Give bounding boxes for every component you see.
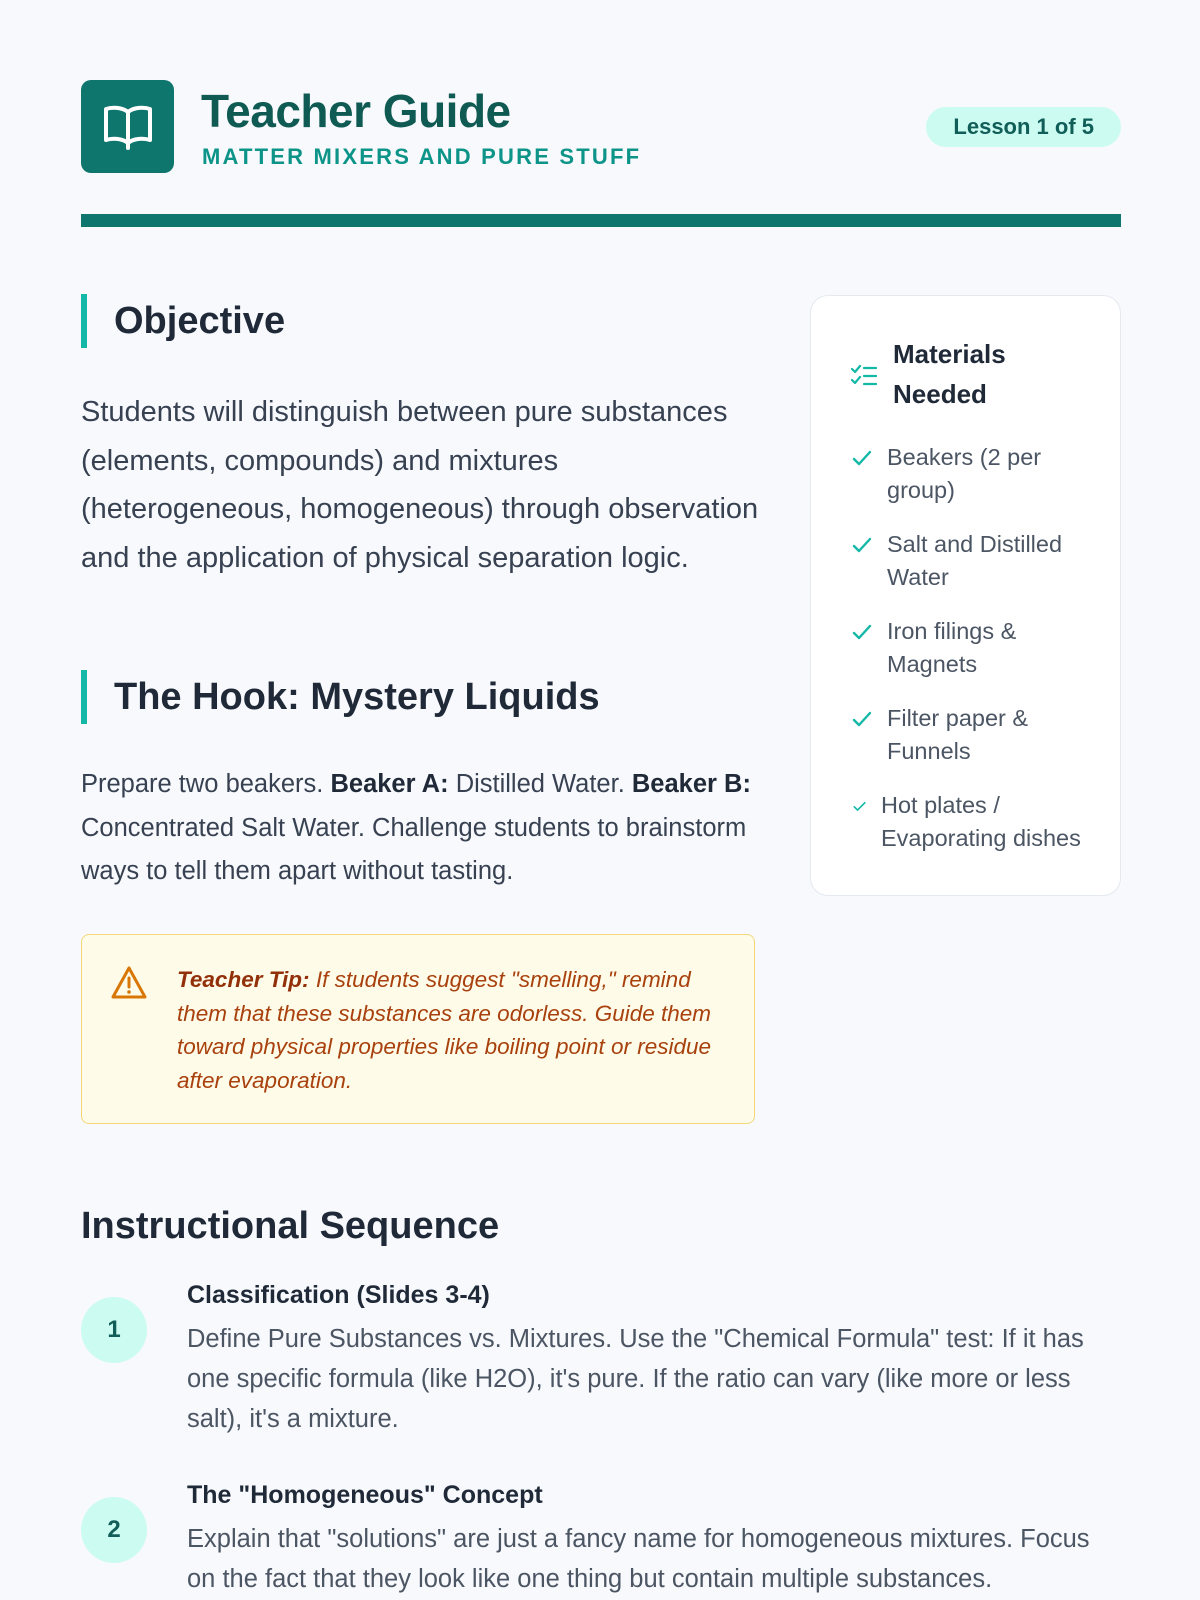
step-body: Explain that "solutions" are just a fancy name for homogeneous mixtures. Focus on the fact that they look like one thing but contain multiple substances.	[187, 1525, 1090, 1593]
objective-text: Students will distinguish between pure substances (elements, compounds) and mixtures (heterogeneous, homogeneous) through observation and the application of physical separation logic.	[81, 396, 759, 574]
teacher-tip-body: If students suggest "smelling," remind them that these substances are odorless. Guide them toward physical properties like boiling point or residue after evaporation.	[177, 967, 712, 1093]
beaker-a-text: Distilled Water.	[455, 770, 625, 798]
step-number: 1	[81, 1297, 147, 1363]
sequence-title: Instructional Sequence	[81, 1205, 500, 1247]
materials-item-label: Iron filings & Magnets	[887, 618, 1017, 677]
beaker-b-label: Beaker B:	[631, 770, 751, 798]
materials-item-label: Beakers (2 per group)	[887, 444, 1042, 503]
step-number: 2	[81, 1497, 147, 1563]
hook-heading: The Hook: Mystery Liquids	[81, 670, 600, 724]
check-icon	[851, 534, 873, 556]
materials-item-label: Salt and Distilled Water	[887, 531, 1063, 590]
page-subtitle: MATTER MIXERS AND PURE STUFF	[202, 144, 642, 169]
check-icon	[851, 447, 873, 469]
materials-card	[810, 295, 1121, 896]
guide-header	[81, 80, 1121, 174]
teacher-tip-label: Teacher Tip:	[177, 967, 310, 992]
check-icon	[851, 621, 873, 643]
teacher-tip-text	[177, 963, 727, 1097]
page-title: Teacher Guide	[201, 85, 511, 137]
step-title: Classification (Slides 3-4)	[187, 1281, 490, 1309]
lesson-badge: Lesson 1 of 5	[926, 107, 1121, 147]
teacher-guide-page	[81, 0, 1121, 1600]
header-divider	[81, 214, 1121, 227]
logo	[81, 80, 174, 173]
hook-intro: Prepare two beakers.	[81, 770, 324, 798]
step-title: The "Homogeneous" Concept	[187, 1481, 543, 1509]
hook-text	[81, 763, 761, 894]
beaker-b-text: Concentrated Salt Water. Challenge students to brainstorm ways to tell them apart without tasting.	[81, 813, 747, 885]
beaker-a-label: Beaker A:	[330, 770, 449, 798]
materials-title: Materials Needed	[893, 339, 1006, 409]
warning-triangle-icon	[110, 965, 148, 1001]
checklist-icon	[851, 364, 877, 388]
open-book-icon	[102, 104, 154, 150]
materials-item-label: Hot plates / Evaporating dishes	[881, 792, 1081, 851]
check-icon	[851, 708, 873, 730]
materials-item-label: Filter paper & Funnels	[887, 705, 1029, 764]
step-body: Define Pure Substances vs. Mixtures. Use the "Chemical Formula" test: If it has one specific formula (like H2O), it's pure. If the ratio can vary (like more or less salt), it's a mixture.	[187, 1325, 1084, 1433]
teacher-tip-callout	[81, 934, 755, 1124]
check-icon	[851, 795, 869, 817]
objective-heading: Objective	[81, 294, 285, 348]
